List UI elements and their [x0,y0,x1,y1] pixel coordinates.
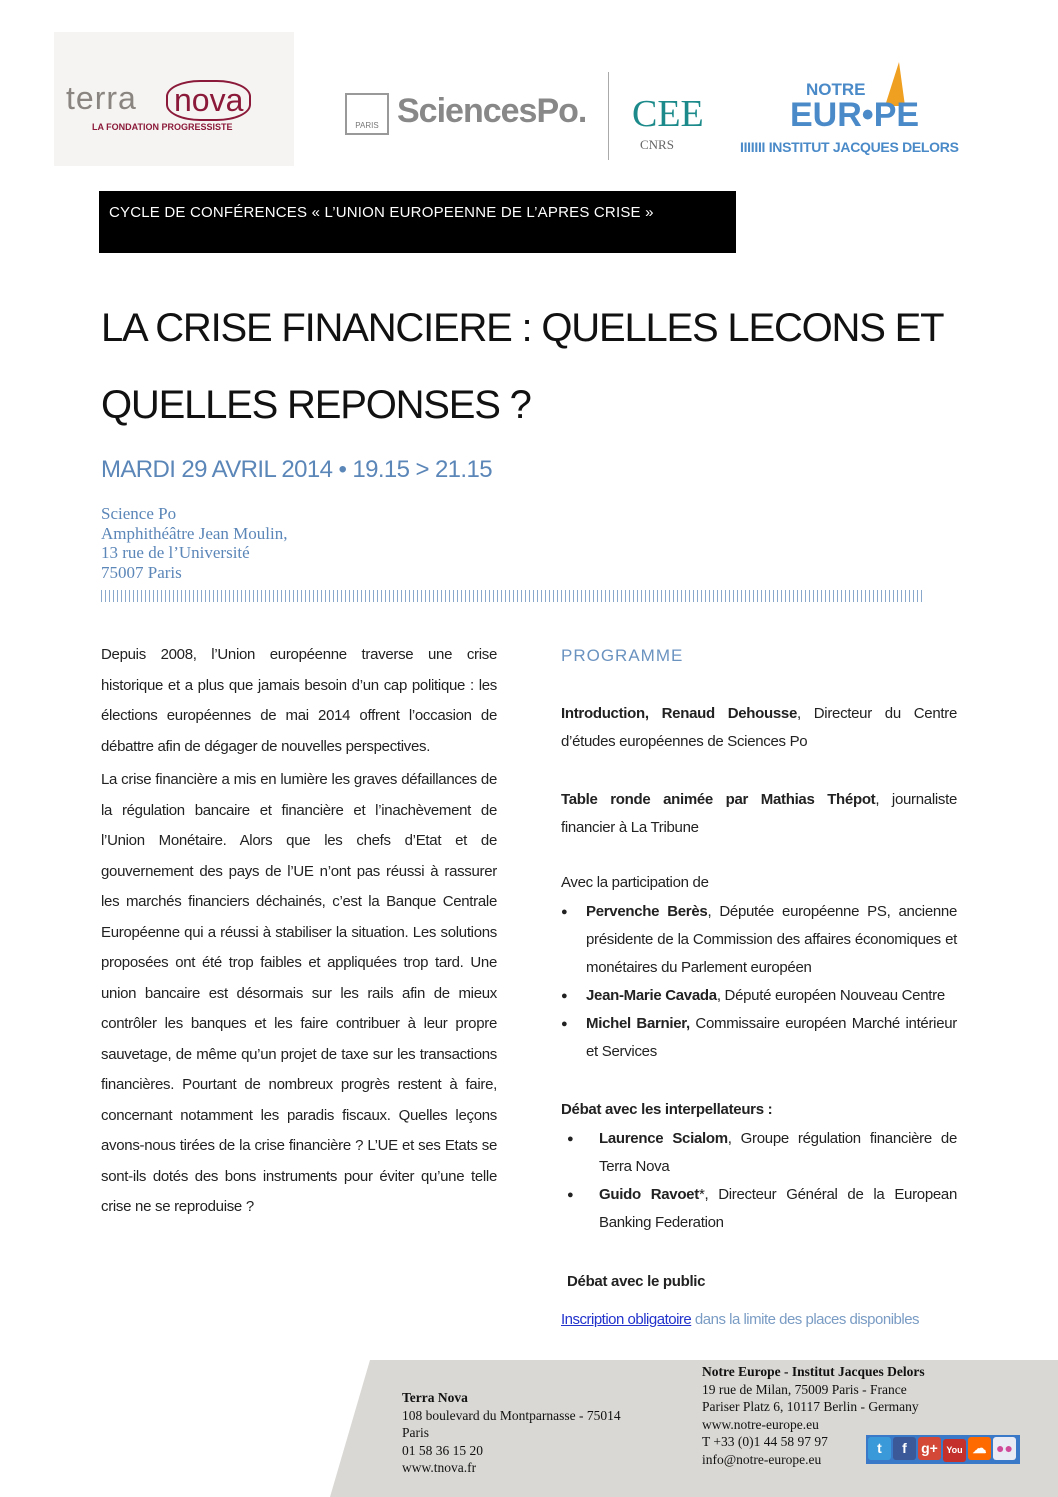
flickr-icon[interactable]: ●● [993,1437,1016,1460]
conference-cycle-banner: CYCLE DE CONFÉRENCES « L’UNION EUROPEENNE DE L’APRES CRISE » [99,191,736,253]
list-item: ● Guido Ravoet*, Directeur Général de la European Banking Federation [561,1181,957,1237]
notre-europe-logo-line2: EUR•PE [790,96,920,134]
notre-europe-logo-line1: NOTRE [806,80,866,99]
debat-list [561,1125,957,1237]
tick-divider [101,590,925,602]
sciences-po-logo: SciencesPo. [397,92,587,130]
programme-intro: Introduction, Renaud Dehousse, Directeur du Centre d’études européennes de Sciences Po [561,705,957,750]
footer-terra-nova: Terra Nova 108 boulevard du Montparnasse - 75014 Paris 01 58 36 15 20 www.tnova.fr [402,1390,621,1475]
youtube-icon[interactable]: You [943,1439,966,1462]
sciences-po-seal: PARIS [345,93,389,135]
list-item: ● Pervenche Berès, Députée européenne PS, ancienne présidente de la Commission des affaires économiques et monétaires du Parlement européen [561,898,957,982]
cnrs-label: CNRS [640,137,674,152]
public-debate: Débat avec le public [567,1273,706,1290]
list-item: ● Laurence Scialom, Groupe régulation financière de Terra Nova [561,1125,957,1181]
google-plus-icon[interactable]: g+ [918,1437,941,1460]
twitter-icon[interactable]: t [868,1437,891,1460]
list-item: ● Michel Barnier, Commissaire européen Marché intérieur et Services [561,1010,957,1066]
terra-nova-logo: terra nova LA FONDATION PROGRESSISTE [54,32,294,166]
cee-logo: CEE [632,93,704,135]
inscription-link[interactable]: Inscription obligatoire [561,1311,692,1328]
notre-europe-logo-line3: IIIIIII INSTITUT JACQUES DELORS [740,139,959,155]
event-address: Science Po Amphithéâtre Jean Moulin, 13 rue de l’Université 75007 Paris [101,504,288,582]
programme-table-ronde: Table ronde animée par Mathias Thépot, journaliste financier à La Tribune [561,791,958,836]
facebook-icon[interactable]: f [893,1437,916,1460]
list-item: ● Jean-Marie Cavada, Député européen Nouveau Centre [561,982,957,1010]
logo-divider [608,72,609,160]
panel-list [561,898,957,1066]
page-title: LA CRISE FINANCIERE : QUELLES LECONS ET QUELLES REPONSES ? [101,306,944,427]
intro-text: Depuis 2008, l’Union européenne traverse une crise historique et a plus que jamais besoin d’un cap politique : les élections européennes de mai 2014 offrent l’occasion de débattre afin de dégager de nouvelles perspectives. La crise financière a mis en lumière les graves défaillances de la régulation bancaire et financière et l’inachèvement de l’Union Monétaire. Alors que les chefs d’Etat et de gouvernement des pays de l’UE n’ont pas réussi à rassurer les marchés financiers déchainés, c’est la Banque Centrale Européenne qui a réussi à stabiliser la situation. Les solutions proposées ont été trop faibles et appliquées trop tard. Une union bancaire est désormais sur les rails afin de mieux contrôler les banques et les faire contribuer à leur propre sauvetage, de même qu’un projet de taxe sur les transactions financières. Pourtant de nombreux progrès restent à faire, concernant notamment les paradis fiscaux. Quelles leçons avons-nous tirées de la crise financière ? L’UE et ses Etats se sont-ils dotés des bons instruments pour éviter qu’une telle crise ne se reproduise ? [101,646,497,1215]
participation-label: Avec la participation de [561,874,709,891]
event-date: MARDI 29 AVRIL 2014 • 19.15 > 21.15 [101,456,492,483]
debat-heading: Débat avec les interpellateurs : [561,1101,773,1118]
programme-heading: PROGRAMME [561,646,684,665]
soundcloud-icon[interactable]: ☁ [968,1437,991,1460]
social-icons [866,1435,1020,1464]
footer-notre-europe: Notre Europe - Institut Jacques Delors 19 rue de Milan, 75009 Paris - France Pariser Platz 6, 10117 Berlin - Germany www.notre-europe.eu T +33 (0)1 44 58 97 97 info@notre-europe.eu [702,1364,925,1467]
inscription: Inscription obligatoire dans la limite des places disponibles [561,1311,920,1328]
